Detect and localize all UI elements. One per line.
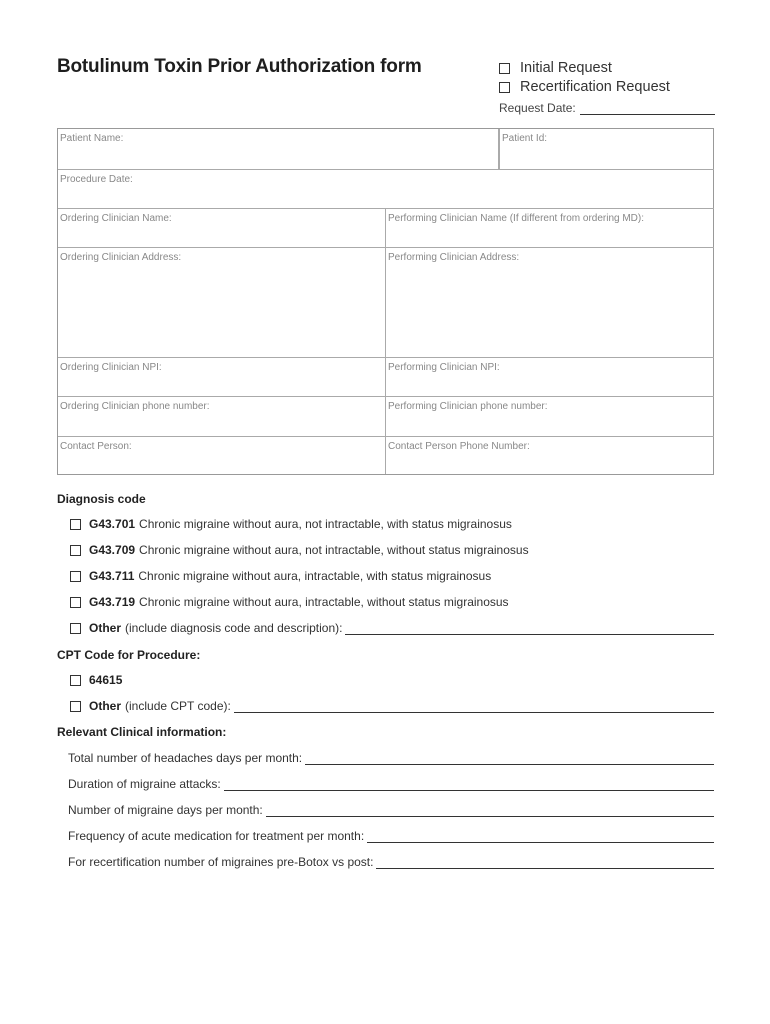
diagnosis-option-g43-709[interactable]	[70, 543, 529, 557]
diagnosis-checkbox[interactable]	[70, 597, 81, 608]
clinical-field-line[interactable]	[266, 805, 714, 817]
diagnosis-code: G43.711	[89, 569, 135, 583]
cpt-code: 64615	[89, 673, 123, 687]
diagnosis-description: Chronic migraine without aura, intractable, without status migrainosus	[139, 595, 509, 609]
diagnosis-code: G43.701	[89, 517, 136, 531]
diagnosis-other-checkbox[interactable]	[70, 623, 81, 634]
diagnosis-description: Chronic migraine without aura, not intractable, with status migrainosus	[139, 517, 512, 531]
ordering-clinician-npi-cell[interactable]	[58, 358, 386, 397]
ordering-clinician-phone-label: Ordering Clinician phone number:	[60, 401, 210, 412]
initial-request-label: Initial Request	[520, 60, 612, 76]
performing-clinician-name-label: Performing Clinician Name (If different from ordering MD):	[388, 213, 645, 224]
ordering-clinician-npi-label: Ordering Clinician NPI:	[60, 362, 162, 373]
procedure-date-cell[interactable]	[58, 170, 714, 209]
contact-person-cell[interactable]	[58, 437, 386, 474]
request-date-field[interactable]	[499, 101, 715, 115]
clinical-field-duration[interactable]	[68, 777, 714, 791]
diagnosis-option-g43-711[interactable]	[70, 569, 491, 583]
cpt-other-label: Other	[89, 699, 122, 713]
clinical-field-migraine-days[interactable]	[68, 803, 714, 817]
recertification-request-label: Recertification Request	[520, 79, 670, 95]
clinical-heading: Relevant Clinical information:	[57, 725, 227, 739]
cpt-other-line[interactable]	[234, 701, 714, 713]
patient-name-cell[interactable]	[58, 129, 499, 170]
performing-clinician-phone-label: Performing Clinician phone number:	[388, 401, 548, 412]
diagnosis-code: G43.709	[89, 543, 136, 557]
patient-name-label: Patient Name:	[60, 133, 124, 144]
ordering-clinician-address-label: Ordering Clinician Address:	[60, 252, 182, 263]
performing-clinician-npi-label: Performing Clinician NPI:	[388, 362, 500, 373]
ordering-clinician-phone-cell[interactable]	[58, 397, 386, 437]
performing-clinician-name-cell[interactable]	[386, 209, 714, 248]
cpt-option-64615[interactable]	[70, 673, 126, 687]
clinical-field-acute-medication[interactable]	[68, 829, 714, 843]
diagnosis-other-text: (include diagnosis code and description):	[125, 621, 343, 635]
contact-person-phone-label: Contact Person Phone Number:	[388, 441, 530, 452]
clinical-field-line[interactable]	[367, 831, 714, 843]
request-date-label: Request Date:	[499, 101, 576, 115]
diagnosis-option-g43-701[interactable]	[70, 517, 512, 531]
diagnosis-other-label: Other	[89, 621, 122, 635]
recertification-request-checkbox[interactable]	[499, 82, 510, 93]
ordering-clinician-address-cell[interactable]	[58, 248, 386, 358]
cpt-heading: CPT Code for Procedure:	[57, 648, 201, 662]
patient-id-label: Patient Id:	[502, 133, 548, 144]
contact-person-label: Contact Person:	[60, 441, 132, 452]
cpt-checkbox[interactable]	[70, 675, 81, 686]
performing-clinician-phone-cell[interactable]	[386, 397, 714, 437]
performing-clinician-address-cell[interactable]	[386, 248, 714, 358]
cpt-other-checkbox[interactable]	[70, 701, 81, 712]
diagnosis-description: Chronic migraine without aura, intractable, with status migrainosus	[138, 569, 492, 583]
patient-id-cell[interactable]	[499, 129, 714, 170]
clinical-field-line[interactable]	[376, 857, 714, 869]
diagnosis-description: Chronic migraine without aura, not intractable, without status migrainosus	[139, 543, 529, 557]
performing-clinician-npi-cell[interactable]	[386, 358, 714, 397]
clinical-field-label: Duration of migraine attacks:	[68, 777, 221, 791]
cpt-other-text: (include CPT code):	[125, 699, 231, 713]
contact-person-phone-cell[interactable]	[386, 437, 714, 474]
clinical-field-headache-days[interactable]	[68, 751, 714, 765]
clinical-field-label: Number of migraine days per month:	[68, 803, 263, 817]
clinical-field-line[interactable]	[305, 753, 714, 765]
diagnosis-checkbox[interactable]	[70, 571, 81, 582]
request-date-line[interactable]	[580, 103, 715, 115]
diagnosis-option-other[interactable]	[70, 621, 714, 635]
initial-request-option[interactable]	[499, 60, 612, 76]
cpt-option-other[interactable]	[70, 699, 714, 713]
diagnosis-checkbox[interactable]	[70, 545, 81, 556]
recertification-request-option[interactable]	[499, 79, 670, 95]
diagnosis-other-line[interactable]	[345, 623, 714, 635]
ordering-clinician-name-label: Ordering Clinician Name:	[60, 213, 172, 224]
clinical-field-line[interactable]	[224, 779, 714, 791]
performing-clinician-address-label: Performing Clinician Address:	[388, 252, 520, 263]
clinical-field-recertification[interactable]	[68, 855, 714, 869]
clinical-field-label: Total number of headaches days per month:	[68, 751, 303, 765]
diagnosis-heading: Diagnosis code	[57, 492, 146, 506]
diagnosis-option-g43-719[interactable]	[70, 595, 509, 609]
diagnosis-code: G43.719	[89, 595, 136, 609]
form-title: Botulinum Toxin Prior Authorization form	[57, 56, 422, 77]
initial-request-checkbox[interactable]	[499, 63, 510, 74]
clinical-field-label: For recertification number of migraines pre-Botox vs post:	[68, 855, 374, 869]
ordering-clinician-name-cell[interactable]	[58, 209, 386, 248]
diagnosis-checkbox[interactable]	[70, 519, 81, 530]
patient-info-grid	[57, 128, 714, 475]
clinical-field-label: Frequency of acute medication for treatment per month:	[68, 829, 365, 843]
procedure-date-label: Procedure Date:	[60, 174, 133, 185]
